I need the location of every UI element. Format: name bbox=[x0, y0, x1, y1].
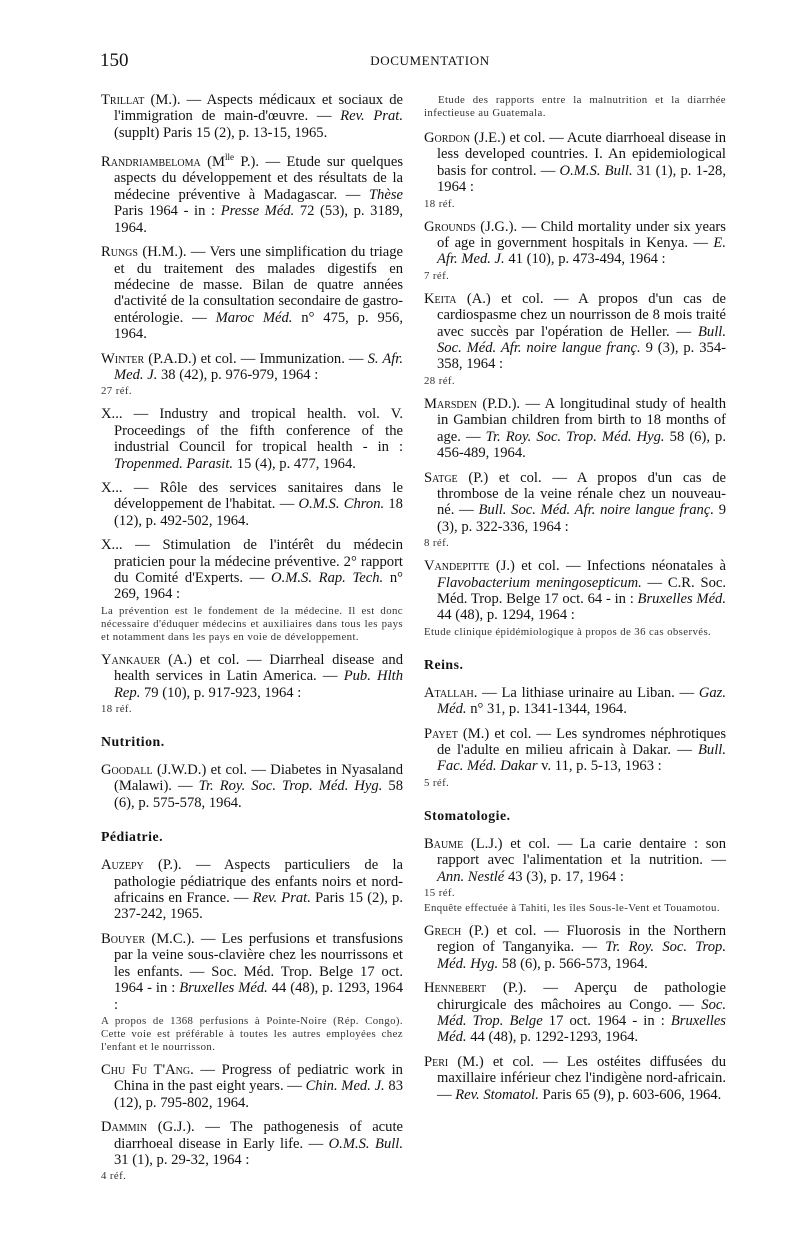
entry-journal: Chin. Med. J. bbox=[305, 1078, 385, 1095]
entry-text: — Vers une simplification du triage et du traitement des malades digestifs en médecine de masse. Bilan de quatre années d'activité de la consultation secondaire de gastro-entérologie. — bbox=[114, 244, 404, 326]
entry-text: et col. — Diarrheal disease and health services in Latin America. — bbox=[114, 651, 403, 685]
section-heading: Stomatologie. bbox=[424, 807, 511, 823]
bibliography-entry bbox=[101, 1119, 403, 1183]
bibliography-entry bbox=[424, 836, 726, 915]
entry-text: — La lithiase urinaire au Liban. — bbox=[477, 684, 699, 701]
entry-note: 18 réf. bbox=[424, 197, 455, 210]
entry-citation: 44 (48), p. 1293, 1964 : bbox=[114, 980, 403, 1013]
bibliography-entry bbox=[101, 1062, 403, 1111]
entry-author: Goodall (J.W.D.) bbox=[101, 762, 207, 779]
entry-text: — Progress of pediatric work in China in the past eight years. — bbox=[114, 1061, 403, 1095]
entry-note-2: Enquête effectuée à Tahiti, les îles Sous-le-Vent et Touamotou. bbox=[424, 902, 720, 914]
bibliography-entry bbox=[424, 1054, 726, 1103]
bibliography-entry bbox=[101, 762, 403, 811]
entry-author: Hennebert (P.). bbox=[424, 980, 527, 997]
entry-citation: 17 oct. 1964 - in : bbox=[542, 1013, 671, 1030]
entry-text: — Aspects médicaux et sociaux de l'immigration de main-d'œuvre. — bbox=[114, 92, 403, 125]
entry-author: Payet (M.) bbox=[424, 725, 490, 742]
entry-author-superscript: lle bbox=[224, 152, 234, 163]
entry-text: et col. — Infections néonatales à bbox=[514, 558, 726, 575]
entry-journal: Flavobacterium meningosepticum. bbox=[437, 574, 642, 591]
entry-note: 7 réf. bbox=[424, 269, 450, 282]
bibliography-entry bbox=[101, 149, 403, 236]
bibliography-entry bbox=[101, 652, 403, 716]
entry-journal: O.M.S. Rap. Tech. bbox=[271, 570, 384, 587]
entry-citation: Paris 15 (2), p. 237-242, 1965. bbox=[114, 890, 403, 923]
entry-text: et col. — A propos d'un cas de cardiospasme chez un nourrisson de 8 mois traité avec succès par l'opération de Heller. — bbox=[437, 290, 726, 340]
right-column bbox=[424, 92, 726, 1111]
entry-citation: 58 (6), p. 456-489, 1964. bbox=[437, 428, 727, 462]
entry-journal-2: Bruxelles Méd. bbox=[437, 1013, 726, 1046]
bibliography-entry bbox=[424, 980, 726, 1046]
bibliography-entry bbox=[101, 244, 403, 342]
entry-note: 18 réf. bbox=[101, 703, 132, 716]
section-heading: Reins. bbox=[424, 656, 464, 672]
entry-text: et col. — Diabetes in Nyasaland (Malawi). — bbox=[114, 762, 404, 795]
bibliography-entry bbox=[101, 857, 403, 923]
entry-author: Randriambeloma (M bbox=[101, 154, 225, 171]
entry-journal: Thèse bbox=[368, 186, 403, 203]
entry-citation: Paris 1964 - in : bbox=[114, 203, 221, 220]
bibliography-entry bbox=[424, 396, 726, 462]
entry-citation: 58 (6), p. 575-578, 1964. bbox=[114, 778, 403, 811]
entry-journal: Bull. Soc. Méd. Afr. noire langue franç. bbox=[437, 323, 726, 357]
entry-citation: 41 (10), p. 473-494, 1964 : bbox=[504, 251, 666, 268]
bibliography-entry bbox=[424, 130, 726, 211]
bibliography-entry bbox=[424, 923, 726, 972]
entry-citation: 31 (1), p. 1-28, 1964 : bbox=[437, 162, 726, 196]
entry-author: Atallah. bbox=[424, 684, 478, 701]
entry-author: Trillat (M.). bbox=[101, 92, 181, 108]
entry-journal: Rev. Stomatol. bbox=[455, 1086, 539, 1103]
entry-citation: n° 31, p. 1341-1344, 1964. bbox=[466, 701, 627, 718]
entry-author: Bouyer (M.C.). bbox=[101, 930, 195, 947]
entry-citation: 9 (3), p. 322-336, 1964 : bbox=[437, 502, 726, 535]
entry-author: Rungs (H.M.). bbox=[101, 244, 187, 261]
entry-author: Yankauer (A.) bbox=[101, 651, 193, 668]
entry-text: — Etude sur quelques aspects du développement et des résultats de la médecine préventive à Madagascar. — bbox=[114, 154, 403, 203]
entry-journal-2: Bruxelles Méd. bbox=[637, 590, 726, 607]
entry-note: 15 réf. bbox=[424, 887, 455, 899]
entry-text: — Aspects particuliers de la pathologie pédiatrique des enfants noirs et nord-africains en France. — bbox=[114, 857, 403, 907]
page-number: 150 bbox=[100, 50, 129, 71]
entry-citation: n° 475, p. 956, 1964. bbox=[114, 309, 404, 343]
entry-journal: Tr. Roy. Soc. Trop. Méd. Hyg. bbox=[485, 428, 665, 445]
bibliography-entry bbox=[101, 351, 403, 399]
entry-citation: 83 (12), p. 795-802, 1964. bbox=[114, 1078, 403, 1111]
entry-note: 28 réf. bbox=[424, 374, 455, 387]
bibliography-entry bbox=[424, 470, 726, 551]
entry-author: Baume (L.J.) bbox=[424, 835, 503, 852]
entry-author: Satge (P.) bbox=[424, 469, 489, 486]
entry-journal: Soc. Méd. Trop. Belge bbox=[437, 996, 726, 1030]
entry-journal: Pub. Hlth Rep. bbox=[114, 668, 403, 701]
entry-journal: Gaz. Méd. bbox=[437, 684, 726, 718]
entry-journal: Tropenmed. Parasit. bbox=[114, 455, 234, 472]
entry-note: A propos de 1368 perfusions à Pointe-Noire (Rép. Congo). Cette voie est préférable à toutes les autres employées chez l'enfant et le nourrisson. bbox=[101, 1014, 403, 1053]
entry-citation: — C.R. Soc. Méd. Trop. Belge 17 oct. 64 - in : bbox=[437, 574, 726, 607]
entry-journal: Rev. Prat. bbox=[252, 890, 311, 907]
entry-journal: O.M.S. Bull. bbox=[559, 162, 633, 179]
entry-note: Etude clinique épidémiologique à propos de 36 cas observés. bbox=[424, 625, 712, 638]
bibliography-entry bbox=[101, 92, 403, 141]
entry-text: et col. — Fluorosis in the Northern region of Tanganyika. — bbox=[437, 923, 726, 956]
bibliography-entry bbox=[424, 219, 726, 283]
entry-note: 5 réf. bbox=[424, 776, 450, 789]
entry-author: X... bbox=[101, 406, 123, 423]
entry-journal: Rev. Prat. bbox=[340, 108, 403, 125]
entry-note: 4 réf. bbox=[101, 1170, 127, 1183]
entry-citation: 18 (12), p. 492-502, 1964. bbox=[114, 496, 403, 529]
entry-text: — Aperçu de pathologie chirurgicale des mâchoires au Congo. — bbox=[437, 980, 726, 1013]
entry-citation: v. 11, p. 5-13, 1963 : bbox=[537, 758, 662, 775]
page-header bbox=[100, 50, 760, 74]
entry-author: Peri (M.) bbox=[424, 1053, 484, 1070]
bibliography-entry bbox=[424, 291, 726, 388]
entry-journal: E. Afr. Med. J. bbox=[437, 235, 726, 268]
entry-text: — Stimulation de l'intérêt du médecin praticien pour la médecine préventive. 2° rapport du Comité d'Experts. — bbox=[114, 537, 403, 587]
entry-journal: S. Afr. Med. J. bbox=[114, 350, 403, 383]
entry-citation: 38 (42), p. 976-979, 1964 : bbox=[157, 366, 319, 383]
entry-author: Keita (A.) bbox=[424, 290, 491, 307]
entry-journal: Maroc Méd. bbox=[215, 309, 293, 326]
entry-author-cont: P.). bbox=[233, 154, 260, 171]
bibliography-entry bbox=[101, 931, 403, 1054]
annotation-note: Etude des rapports entre la malnutrition et la diarrhée infectieuse au Guatemala. bbox=[424, 94, 726, 119]
entry-citation: (supplt) Paris 15 (2), p. 13-15, 1965. bbox=[114, 124, 328, 141]
entry-note: 8 réf. bbox=[424, 537, 450, 550]
entry-journal: Bull. Fac. Méd. Dakar bbox=[437, 741, 726, 775]
entry-text: — Les perfusions et transfusions par la veine sous-clavière chez les nourrissons et les enfants. — Soc. Méd. Trop. Belge 17 oct. 1964 - in : bbox=[114, 930, 404, 997]
entry-citation: 58 (6), p. 566-573, 1964. bbox=[498, 955, 648, 972]
entry-note: La prévention est le fondement de la médecine. Il est donc nécessaire d'éduquer médecins et auxiliaires dans tous les pays et notamment dans les pays en voie de développement. bbox=[101, 604, 403, 643]
bibliography-entry bbox=[424, 685, 726, 718]
bibliography-entry bbox=[424, 558, 726, 639]
entry-text: et col. — La carie dentaire : son rapport avec l'alimentation et la nutrition. — bbox=[437, 835, 726, 869]
entry-journal: Ann. Nestlé bbox=[437, 868, 505, 885]
entry-citation: 9 (3), p. 354-358, 1964 : bbox=[437, 340, 726, 373]
entry-citation: 15 (4), p. 477, 1964. bbox=[233, 455, 356, 472]
entry-author: Gordon (J.E.) bbox=[424, 130, 506, 146]
entry-author: Grech (P.) bbox=[424, 923, 489, 939]
entry-author: X... bbox=[101, 479, 123, 496]
entry-journal: O.M.S. Chron. bbox=[298, 496, 385, 513]
entry-citation: 43 (3), p. 17, 1964 : bbox=[504, 868, 624, 885]
running-title: DOCUMENTATION bbox=[370, 53, 490, 68]
entry-citation-2: 72 (53), p. 3189, 1964. bbox=[114, 203, 404, 236]
entry-journal-2: Presse Méd. bbox=[220, 203, 295, 220]
section-heading: Nutrition. bbox=[101, 734, 165, 750]
entry-author: Dammin (G.J.). bbox=[101, 1119, 195, 1136]
entry-text: et col. — Les syndromes néphrotiques de l'adulte en milieu africain à Dakar. — bbox=[437, 725, 726, 758]
entry-citation: 31 (1), p. 29-32, 1964 : bbox=[114, 1151, 250, 1168]
entry-journal: Bruxelles Méd. bbox=[179, 980, 268, 997]
entry-text: et col. — Acute diarrhoeal disease in less developed countries. I. An epidemiological basis for control. — bbox=[437, 130, 727, 179]
entry-text: — A longitudinal study of health in Gambian children from birth to 18 months of age. — bbox=[437, 395, 726, 445]
entry-text: et col. — Immunization. — bbox=[196, 350, 368, 367]
entry-text: — Child mortality under six years of age in government hospitals in Kenya. — bbox=[437, 218, 726, 252]
entry-author: Vandepitte (J.) bbox=[424, 558, 515, 575]
entry-note: 27 réf. bbox=[101, 385, 132, 398]
entry-citation-2: 44 (48), p. 1292-1293, 1964. bbox=[466, 1029, 639, 1046]
entry-text: — The pathogenesis of acute diarrhoeal disease in Early life. — bbox=[114, 1119, 403, 1152]
bibliography-entry bbox=[424, 726, 726, 790]
entry-author: Auzepy (P.). bbox=[101, 857, 182, 874]
entry-author: Marsden (P.D.). bbox=[424, 395, 521, 412]
entry-journal: O.M.S. Bull. bbox=[328, 1135, 403, 1152]
entry-journal: Bull. Soc. Méd. Afr. noire langue franç. bbox=[478, 502, 714, 519]
entry-citation: Paris 65 (9), p. 603-606, 1964. bbox=[538, 1086, 722, 1103]
bibliography-entry bbox=[101, 406, 403, 472]
entry-citation: n° 269, 1964 : bbox=[114, 570, 403, 603]
entry-text: et col. — A propos d'un cas de thrombose de la veine rénale chez un nouveau-né. — bbox=[437, 469, 726, 519]
entry-journal: Tr. Roy. Soc. Trop. Méd. Hyg. bbox=[437, 939, 726, 972]
entry-author: X... bbox=[101, 537, 123, 554]
entry-text: et col. — Les ostéites diffusées du maxillaire inférieur chez l'indigène nord-africain. — bbox=[437, 1053, 727, 1103]
bibliography-entry bbox=[101, 537, 403, 644]
entry-author: Grounds (J.G.). bbox=[424, 218, 518, 235]
entry-journal: Tr. Roy. Soc. Trop. Méd. Hyg. bbox=[198, 778, 383, 795]
left-column bbox=[101, 92, 403, 1191]
entry-author: Winter (P.A.D.) bbox=[101, 350, 197, 367]
entry-author: Chu Fu T'Ang. bbox=[101, 1061, 194, 1078]
entry-text: — Industry and tropical health. vol. V. Proceedings of the fifth conference of the industrial Council for tropical health - in : bbox=[114, 406, 403, 456]
entry-citation: 79 (10), p. 917-923, 1964 : bbox=[140, 684, 302, 701]
entry-text: — Rôle des services sanitaires dans le développement de l'habitat. — bbox=[114, 479, 403, 513]
entry-citation-2: 44 (48), p. 1294, 1964 : bbox=[437, 607, 575, 624]
bibliography-entry bbox=[101, 480, 403, 529]
section-heading: Pédiatrie. bbox=[101, 829, 164, 845]
